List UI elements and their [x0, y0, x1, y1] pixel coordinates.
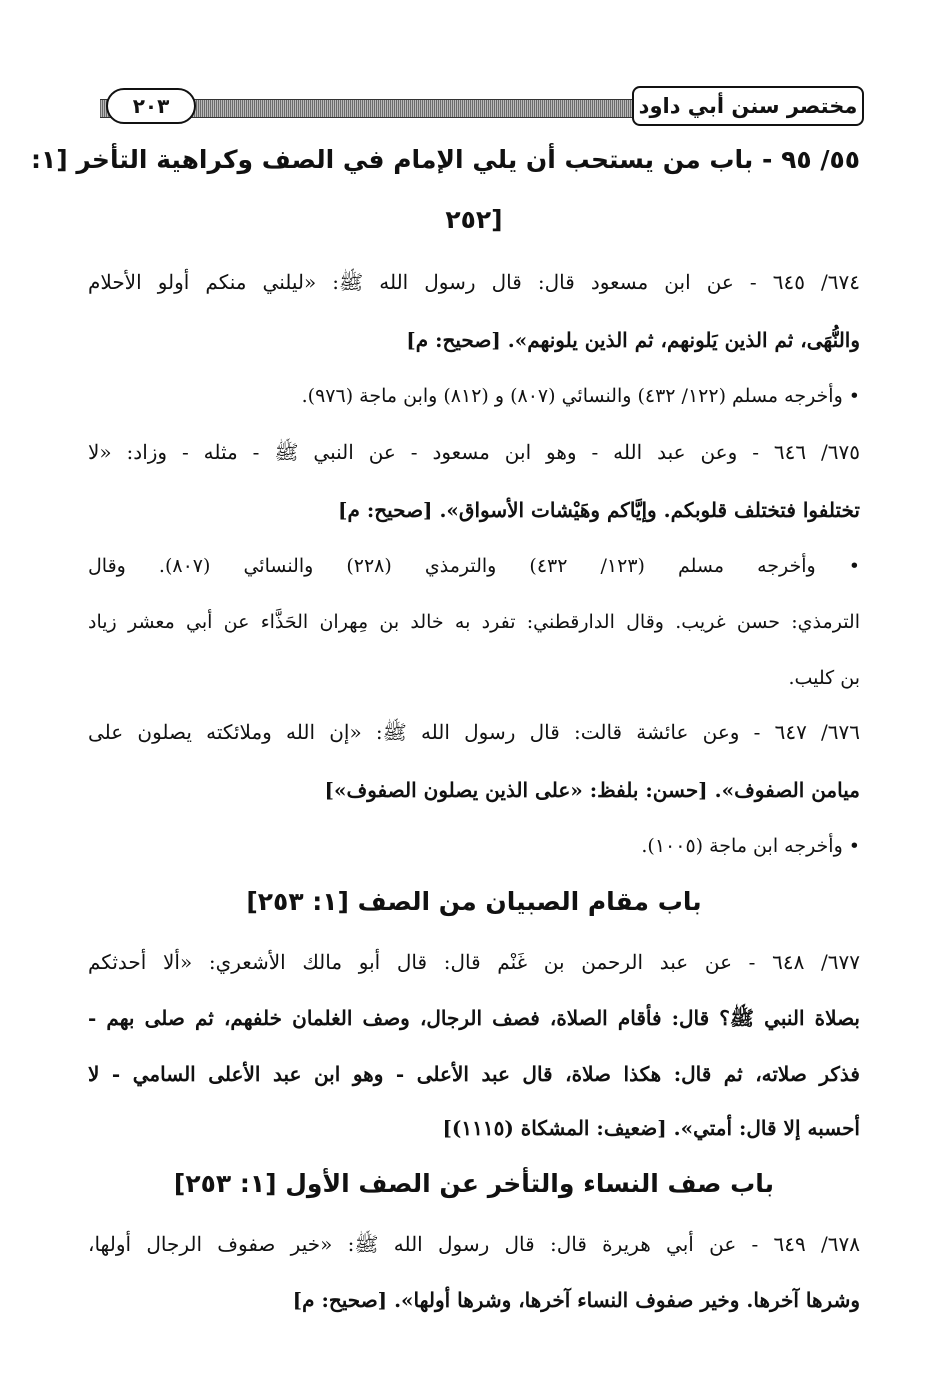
hadith-677-line-1: ٦٧٧/ ٦٤٨ - عن عبد الرحمن بن غَنْم قال: قال أبو مالك الأشعري: «ألا أحدثكم: [88, 950, 860, 974]
hadith-675-line-1: ٦٧٥/ ٦٤٦ - وعن عبد الله - وهو ابن مسعود - عن النبي ﷺ - مثله - وزاد: «لا: [88, 440, 860, 464]
takhrij-675-line-2: الترمذي: حسن غريب. وقال الدارقطني: تفرد به خالد بن مِهران الحَذَّاء عن أبي معشر زياد: [88, 611, 860, 633]
takhrij-674-line-1: • وأخرجه مسلم (١٢٢/ ٤٣٢) والنسائي (٨٠٧) و (٨١٢) وابن ماجة (٩٧٦).: [301, 385, 860, 407]
hadith-677-line-2: بصلاة النبي ﷺ؟ قال: فأقام الصلاة، فصف الرجال، وصف الغلمان خلفهم، ثم صلى بهم -: [88, 1006, 860, 1030]
hadith-678-line-2: وشرها آخرها. وخير صفوف النساء آخرها، وشرها أولها». [صحيح: م]: [292, 1288, 860, 1312]
running-header: [92, 86, 864, 128]
hadith-674-line-1: ٦٧٤/ ٦٤٥ - عن ابن مسعود قال: قال رسول الله ﷺ: «ليلني منكم أولو الأحلام: [88, 270, 860, 294]
hadith-678-line-1: ٦٧٨/ ٦٤٩ - عن أبي هريرة قال: قال رسول الله ﷺ: «خير صفوف الرجال أولها،: [88, 1232, 860, 1256]
chapter-heading-line-2: [٢٥٢: [445, 205, 503, 234]
hadith-677-line-4: أحسبه إلا قال: أمتي». [ضعيف: المشكاة (١١١٥)]: [442, 1116, 860, 1140]
chapter-heading-3: باب صف النساء والتأخر عن الصف الأول [١: ٢٥٣]: [173, 1169, 775, 1198]
takhrij-675-line-1: • وأخرجه مسلم (١٢٣/ ٤٣٢) والترمذي (٢٢٨) والنسائي (٨٠٧). وقال: [88, 555, 860, 577]
hadith-676-line-2: ميامن الصفوف». [حسن: بلفظ: «على الذين يصلون الصفوف»]: [324, 778, 860, 802]
takhrij-675-line-3: بن كليب.: [788, 667, 860, 689]
chapter-heading-2: باب مقام الصبيان من الصف [١: ٢٥٣]: [246, 887, 702, 916]
takhrij-676-line-1: • وأخرجه ابن ماجة (١٠٠٥).: [641, 835, 860, 857]
hadith-674-line-2: والنُّهَى، ثم الذين يَلونهم، ثم الذين يلونهم». [صحيح: م]: [406, 328, 860, 352]
page-number: ٢٠٣: [106, 88, 196, 124]
hadith-675-line-2: تختلفوا فتختلف قلوبكم. وإيَّاكم وهَيْشات الأسواق». [صحيح: م]: [338, 498, 860, 522]
chapter-heading-line-1: ٥٥/ ٩٥ - باب من يستحب أن يلي الإمام في الصف وكراهية التأخر [١:: [30, 145, 860, 174]
hadith-677-line-3: فذكر صلاته، ثم قال: هكذا صلاة، قال عبد الأعلى - وهو ابن عبد الأعلى السامي - لا: [88, 1062, 860, 1086]
book-title: مختصر سنن أبي داود: [632, 86, 864, 126]
hadith-676-line-1: ٦٧٦/ ٦٤٧ - وعن عائشة قالت: قال رسول الله ﷺ: «إن الله وملائكته يصلون على: [88, 720, 860, 744]
